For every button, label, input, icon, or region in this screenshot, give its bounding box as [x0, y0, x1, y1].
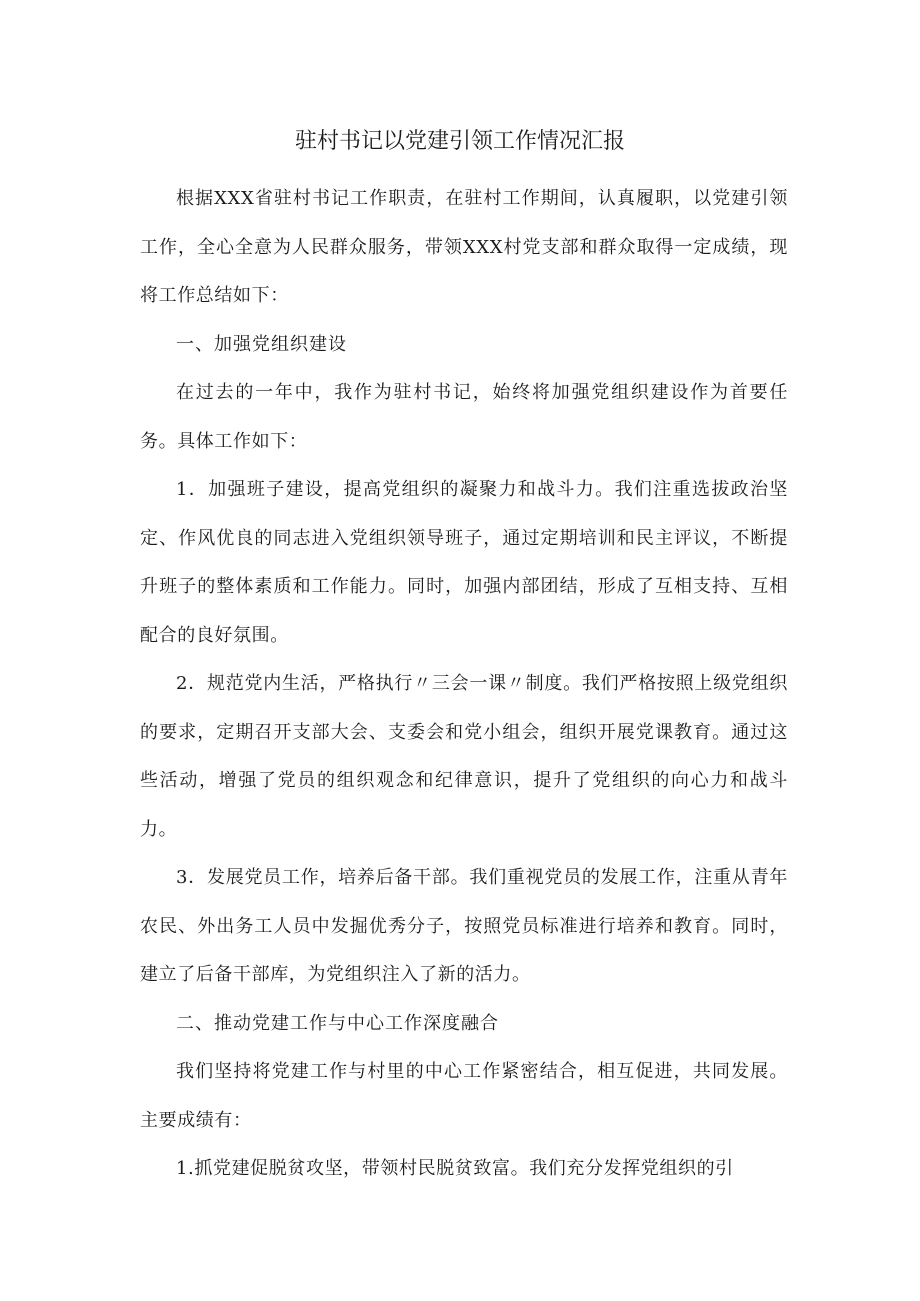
document-body	[140, 175, 788, 1194]
intro-paragraph: 根据XXX省驻村书记工作职责，在驻村工作期间，认真履职，以党建引领工作，全心全意为人民群众服务，带领XXX村党支部和群众取得一定成绩，现将工作总结如下：	[140, 188, 788, 306]
section-2-item-1: 1.抓党建促脱贫攻坚，带领村民脱贫致富。我们充分发挥党组织的引	[176, 1158, 734, 1179]
document-title: 驻村书记以党建引领工作情况汇报	[294, 129, 625, 154]
section-2-lead: 我们坚持将党建工作与村里的中心工作紧密结合，相互促进，共同发展。主要成绩有：	[140, 1061, 788, 1131]
section-1-item-1: 1．加强班子建设，提高党组织的凝聚力和战斗力。我们注重选拔政治坚定、作风优良的同志进入党组织领导班子，通过定期培训和民主评议，不断提升班子的整体素质和工作能力。同时，加强内部团结，形成了互相支持、互相配合的良好氛围。	[140, 479, 788, 646]
section-1-lead: 在过去的一年中，我作为驻村书记，始终将加强党组织建设作为首要任务。具体工作如下：	[140, 382, 788, 452]
section-1-item-3: 3．发展党员工作，培养后备干部。我们重视党员的发展工作，注重从青年农民、外出务工人员中发掘优秀分子，按照党员标准进行培养和教育。同时，建立了后备干部库，为党组织注入了新的活力。	[140, 867, 788, 985]
section-2-heading: 二、推动党建工作与中心工作深度融合	[176, 1012, 499, 1034]
section-1-item-2: 2．规范党内生活，严格执行〃三会一课〃制度。我们严格按照上级党组织的要求，定期召开支部大会、支委会和党小组会，组织开展党课教育。通过这些活动，增强了党员的组织观念和纪律意识，提升了党组织的向心力和战斗力。	[140, 673, 788, 840]
section-1-heading: 一、加强党组织建设	[176, 333, 347, 355]
